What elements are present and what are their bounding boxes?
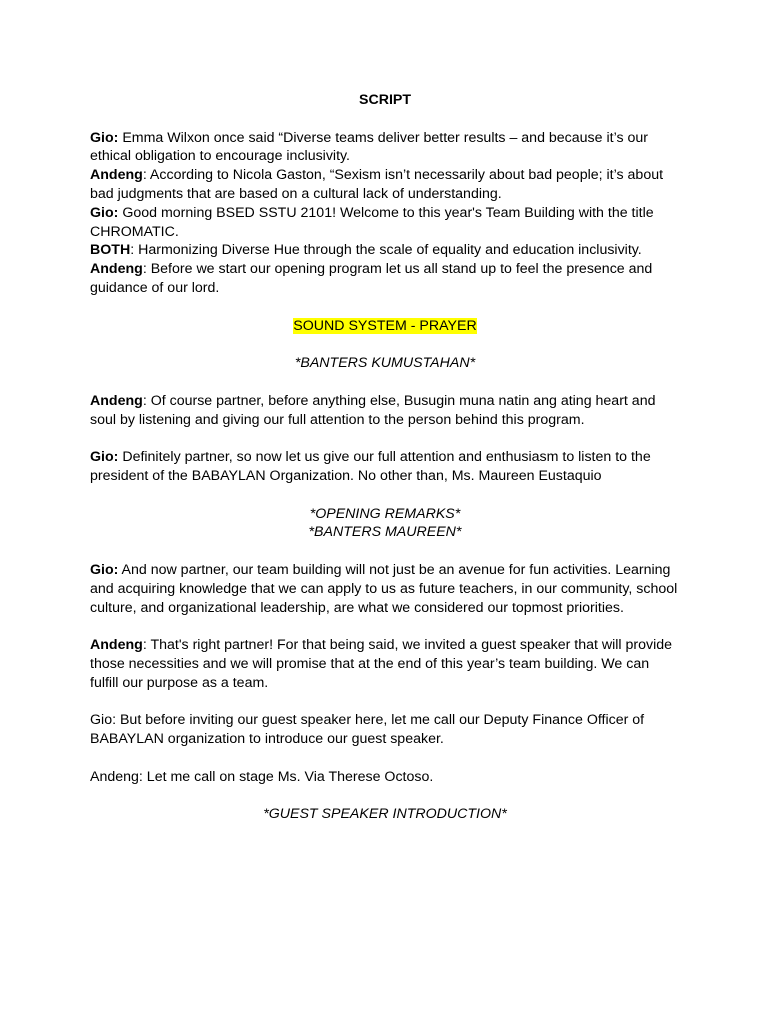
line-text: : According to Nicola Gaston, “Sexism isn’t necessarily about bad people; it’s about bad judgments that are based on a cultural lack of understanding. [90, 167, 664, 202]
speaker-name: Andeng [90, 637, 143, 654]
speaker-name: Gio: [90, 129, 119, 146]
dialogue-line [90, 166, 680, 204]
cue-prayer-line [90, 317, 680, 336]
line-text: : Harmonizing Diverse Hue through the scale of equality and education inclusivity. [130, 242, 642, 259]
line-text: Definitely partner, so now let us give our full attention and enthusiasm to listen to the president of the BABAYLAN Organization. No other than, Ms. Maureen Eustaquio [90, 449, 651, 484]
speaker-name: Gio: [90, 204, 119, 221]
dialogue-line [90, 448, 680, 486]
document-title: SCRIPT [358, 92, 412, 108]
speaker-name: Gio: [90, 449, 119, 466]
speaker-name: Andeng [90, 392, 143, 409]
speaker-name: BOTH [90, 242, 131, 259]
line-text: : Of course partner, before anything else, Busugin muna natin ang ating heart and soul by listening and giving our full attention to the person behind this program. [90, 392, 656, 428]
dialogue-line: Gio: But before inviting our guest speaker here, let me call our Deputy Finance Officer of BABAYLAN organization to introduce our guest speaker. [90, 712, 645, 748]
line-text: Good morning BSED SSTU 2101! Welcome to this year's Team Building with the title CHROMATIC. [90, 204, 654, 240]
cue-guest-speaker-introduction: *GUEST SPEAKER INTRODUCTION* [263, 806, 507, 823]
dialogue-line [90, 204, 680, 242]
document-body [90, 91, 680, 824]
dialogue-line [90, 392, 680, 430]
dialogue-line: Andeng: Let me call on stage Ms. Via Therese Octoso. [90, 768, 434, 785]
speaker-name: Andeng [90, 167, 143, 184]
speaker-name: Gio: [90, 561, 119, 578]
cue-opening-remarks: *OPENING REMARKS* [309, 505, 461, 522]
dialogue-line [90, 636, 680, 692]
dialogue-line [90, 129, 680, 167]
dialogue-line [90, 241, 680, 260]
line-text: Emma Wilxon once said “Diverse teams deliver better results – and because it’s our ethical obligation to encourage inclusivity. [90, 129, 649, 165]
line-text: : Before we start our opening program let us all stand up to feel the presence and guidance of our lord. [90, 261, 653, 296]
cue-banters-kumustahan: *BANTERS KUMUSTAHAN* [294, 355, 476, 372]
dialogue-line [90, 561, 680, 617]
highlighted-cue: SOUND SYSTEM - PRAYER [293, 317, 477, 334]
cue-banters-maureen: *BANTERS MAUREEN* [308, 524, 462, 541]
line-text: : That's right partner! For that being said, we invited a guest speaker that will provide those necessities and we will promise that at the end of this year’s team building. We can fulfill our purpose as a team. [90, 637, 673, 691]
line-text: And now partner, our team building will not just be an avenue for fun activities. Learning and acquiring knowledge that we can apply to us as future teachers, in our community, school culture, and organizational leadership, are what we considered our topmost priorities. [90, 561, 678, 616]
dialogue-line [90, 260, 680, 298]
speaker-name: Andeng [90, 261, 143, 278]
